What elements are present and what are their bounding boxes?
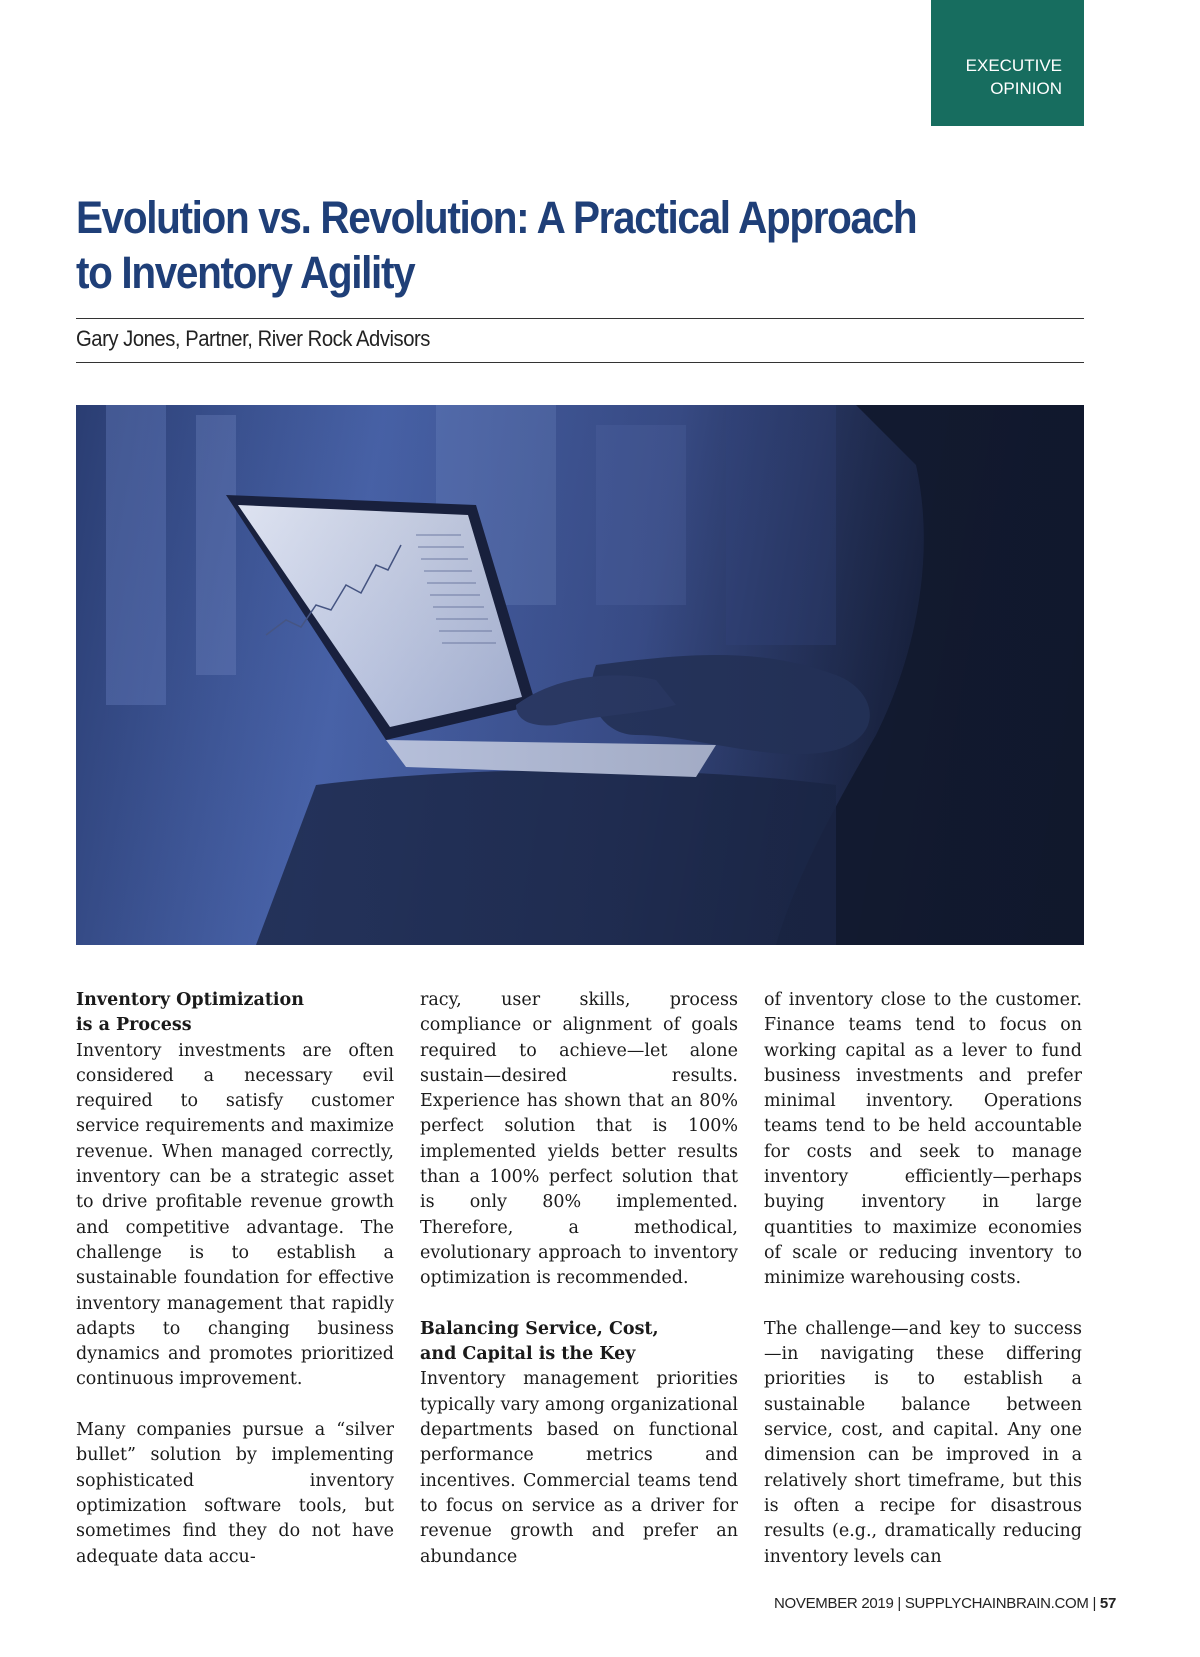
paragraph: racy, user skills, process compliance or alignment of goals required to achieve—let alone sustain—desired results. Experience has shown that an 80% perfect solution that is 100% implemented yields better results than a 100% perfect solution that is only 80% implemented. Therefore, a methodical, evolutionary approach to inventory optimization is recommended.: [420, 990, 738, 1289]
article-column-2: [420, 988, 738, 1570]
section-heading-inventory-optimization: [76, 988, 394, 1039]
byline: Gary Jones, Partner, River Rock Advisors: [76, 326, 430, 351]
section-tab-line-2: OPINION: [990, 79, 1062, 98]
section-tab: [931, 0, 1084, 126]
article-column-3: [764, 988, 1082, 1570]
title-line-2: to Inventory Agility: [76, 247, 415, 298]
title-line-1: Evolution vs. Revolution: A Practical Approach: [76, 192, 917, 243]
heading-line: Inventory Optimization: [76, 990, 304, 1010]
title-rule: [76, 318, 1084, 319]
byline-rule: [76, 362, 1084, 363]
page-footer: [774, 1595, 1116, 1612]
section-tab-line-1: EXECUTIVE: [965, 56, 1062, 75]
paragraph: Many companies pursue a “silver bullet” solution by implementing sophisticated inventory optimization software tools, but sometimes find they do not have adequate data accu-: [76, 1420, 394, 1567]
footer-issue: NOVEMBER 2019 | SUPPLYCHAINBRAIN.COM |: [774, 1595, 1100, 1612]
paragraph: Inventory management priorities typically vary among organizational departments based on functional performance metrics and incentives. Commercial teams tend to focus on service as a driver for revenue growth and prefer an abundance: [420, 1369, 738, 1567]
heading-line: and Capital is the Key: [420, 1344, 636, 1365]
paragraph: Inventory investments are often considered a necessary evil required to satisfy customer service requirements and maximize revenue. When managed correctly, inventory can be a strategic asset to drive profitable revenue growth and competitive advantage. The challenge is to establish a sustainable foundation for effective inventory management that rapidly adapts to changing business dynamics and promotes prioritized continuous improvement.: [76, 1040, 394, 1390]
heading-line: is a Process: [76, 1015, 192, 1036]
section-heading-balancing: [420, 1317, 738, 1368]
article-column-1: [76, 988, 394, 1570]
hero-photo: [76, 405, 1084, 945]
paragraph: of inventory close to the customer. Finance teams tend to focus on working capital as a lever to fund business investments and prefer minimal inventory. Operations teams tend to be held accountable for costs and seek to manage inventory efficiently—perhaps buying inventory in large quantities to maximize economies of scale or reducing inventory to minimize warehousing costs.: [764, 990, 1082, 1289]
paragraph: The challenge—and key to success—in navigating these differing priorities is to establish a sustainable balance between service, cost, and capital. Any one dimension can be improved in a relatively short timeframe, but this is often a recipe for disastrous results (e.g., dramatically reducing inventory levels can: [764, 1318, 1082, 1567]
article-title: [76, 190, 917, 300]
laptop-photo-illustration: [76, 405, 1084, 945]
heading-line: Balancing Service, Cost,: [420, 1318, 659, 1339]
page-number: 57: [1099, 1595, 1116, 1612]
